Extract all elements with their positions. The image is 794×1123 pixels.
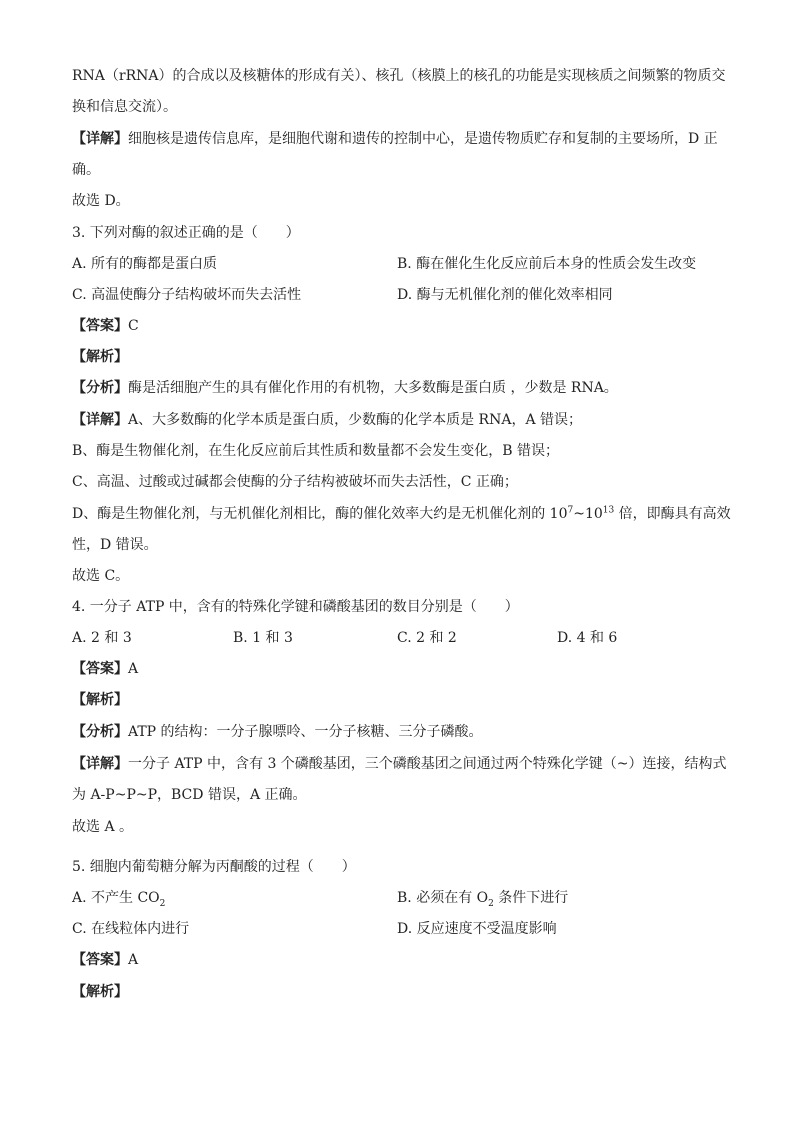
superscript: 13	[602, 505, 615, 516]
detail-text: ~10	[573, 506, 603, 522]
question-3-stem: 3. 下列对酶的叙述正确的是（ ）	[72, 225, 300, 241]
subscript: 2	[488, 898, 494, 909]
q3-fenxi	[72, 378, 618, 398]
q4-option-c: C. 2 和 2	[397, 630, 457, 646]
q3-answer	[72, 316, 139, 336]
subscript: 2	[159, 898, 166, 909]
q5-answer	[72, 950, 138, 970]
detail-tag: 【详解】	[72, 412, 128, 428]
q4-fenxi	[72, 722, 483, 742]
q3-choose: 故选 C。	[72, 568, 130, 584]
fenxi-tag: 【分析】	[72, 380, 128, 396]
q3-option-d: D. 酶与无机催化剂的催化效率相同	[397, 287, 613, 303]
option-text: A. 不产生 CO	[72, 890, 160, 906]
answer-tag: 【答案】	[72, 318, 128, 334]
q4-option-a: A. 2 和 3	[72, 630, 132, 646]
detail-text: 一分子 ATP 中，含有 3 个磷酸基团，三个磷酸基团之间通过两个特殊化学键（~）连接，结构式	[128, 756, 727, 772]
fenxi-text: ATP 的结构：一分子腺嘌呤、一分子核糖、三分子磷酸。	[128, 724, 483, 740]
q3-option-a: A. 所有的酶都是蛋白质	[72, 256, 218, 272]
q3-detail-5: 性，D 错误。	[72, 537, 158, 553]
q3-detail-2: B、酶是生物催化剂，在生化反应前后其性质和数量都不会发生变化，B 错误；	[72, 443, 560, 459]
question-5-stem: 5. 细胞内葡萄糖分解为丙酮酸的过程（ ）	[72, 859, 356, 875]
q4-choose: 故选 A 。	[72, 819, 134, 835]
option-text: 条件下进行	[493, 890, 569, 906]
q5-option-b	[397, 888, 568, 908]
q4-option-d: D. 4 和 6	[557, 630, 618, 646]
detail-text: 倍，即酶具有高效	[614, 506, 731, 522]
q3-detail-4	[72, 504, 731, 524]
fenxi-tag: 【分析】	[72, 724, 128, 740]
q3-option-b: B. 酶在催化生化反应前后本身的性质会发生改变	[397, 256, 697, 272]
answer-value: A	[128, 952, 139, 968]
fenxi-text: 酶是活细胞产生的具有催化作用的有机物，大多数酶是蛋白质 ，少数是 RNA。	[128, 380, 618, 396]
answer-tag: 【答案】	[72, 952, 128, 968]
q5-option-a	[72, 888, 165, 908]
q5-option-c: C. 在线粒体内进行	[72, 921, 190, 937]
q4-detail-1	[72, 754, 727, 774]
question-4-stem: 4. 一分子 ATP 中，含有的特殊化学键和磷酸基团的数目分别是（ ）	[72, 599, 519, 615]
superscript: 7	[567, 505, 574, 516]
answer-tag: 【答案】	[72, 661, 128, 677]
detail-tag: 【详解】	[72, 756, 128, 772]
q3-detail-3: C、高温、过酸或过碱都会使酶的分子结构被破坏而失去活性，C 正确；	[72, 474, 518, 490]
detail-tag: 【详解】	[72, 131, 128, 147]
q4-answer	[72, 659, 138, 679]
q3-option-c: C. 高温使酶分子结构破坏而失去活性	[72, 287, 302, 303]
q3-analysis-tag: 【解析】	[72, 349, 128, 365]
detail-text: 细胞核是遗传信息库，是细胞代谢和遗传的控制中心，是遗传物质贮存和复制的主要场所，D 正	[128, 131, 718, 147]
choose-line: 故选 D。	[72, 193, 130, 209]
detail-paragraph	[72, 129, 718, 149]
continuation-line: RNA（rRNA）的合成以及核糖体的形成有关）、核孔（核膜上的核孔的功能是实现核质之间频繁的物质交	[72, 68, 726, 84]
q3-detail-1	[72, 410, 582, 430]
q5-analysis-tag: 【解析】	[72, 984, 128, 1000]
q4-detail-2: 为 A-P~P~P，BCD 错误，A 正确。	[72, 787, 307, 803]
q4-analysis-tag: 【解析】	[72, 692, 128, 708]
detail-text-cont: 确。	[72, 162, 100, 178]
q4-option-b: B. 1 和 3	[233, 630, 293, 646]
detail-text: D、酶是生物催化剂，与无机催化剂相比，酶的催化效率大约是无机催化剂的 10	[72, 506, 568, 522]
answer-value: A	[128, 661, 139, 677]
q5-option-d: D. 反应速度不受温度影响	[397, 921, 557, 937]
continuation-line: 换和信息交流）。	[72, 99, 177, 115]
option-text: B. 必须在有 O	[397, 890, 489, 906]
answer-value: C	[128, 318, 139, 334]
detail-text: A、大多数酶的化学本质是蛋白质，少数酶的化学本质是 RNA，A 错误；	[128, 412, 583, 428]
